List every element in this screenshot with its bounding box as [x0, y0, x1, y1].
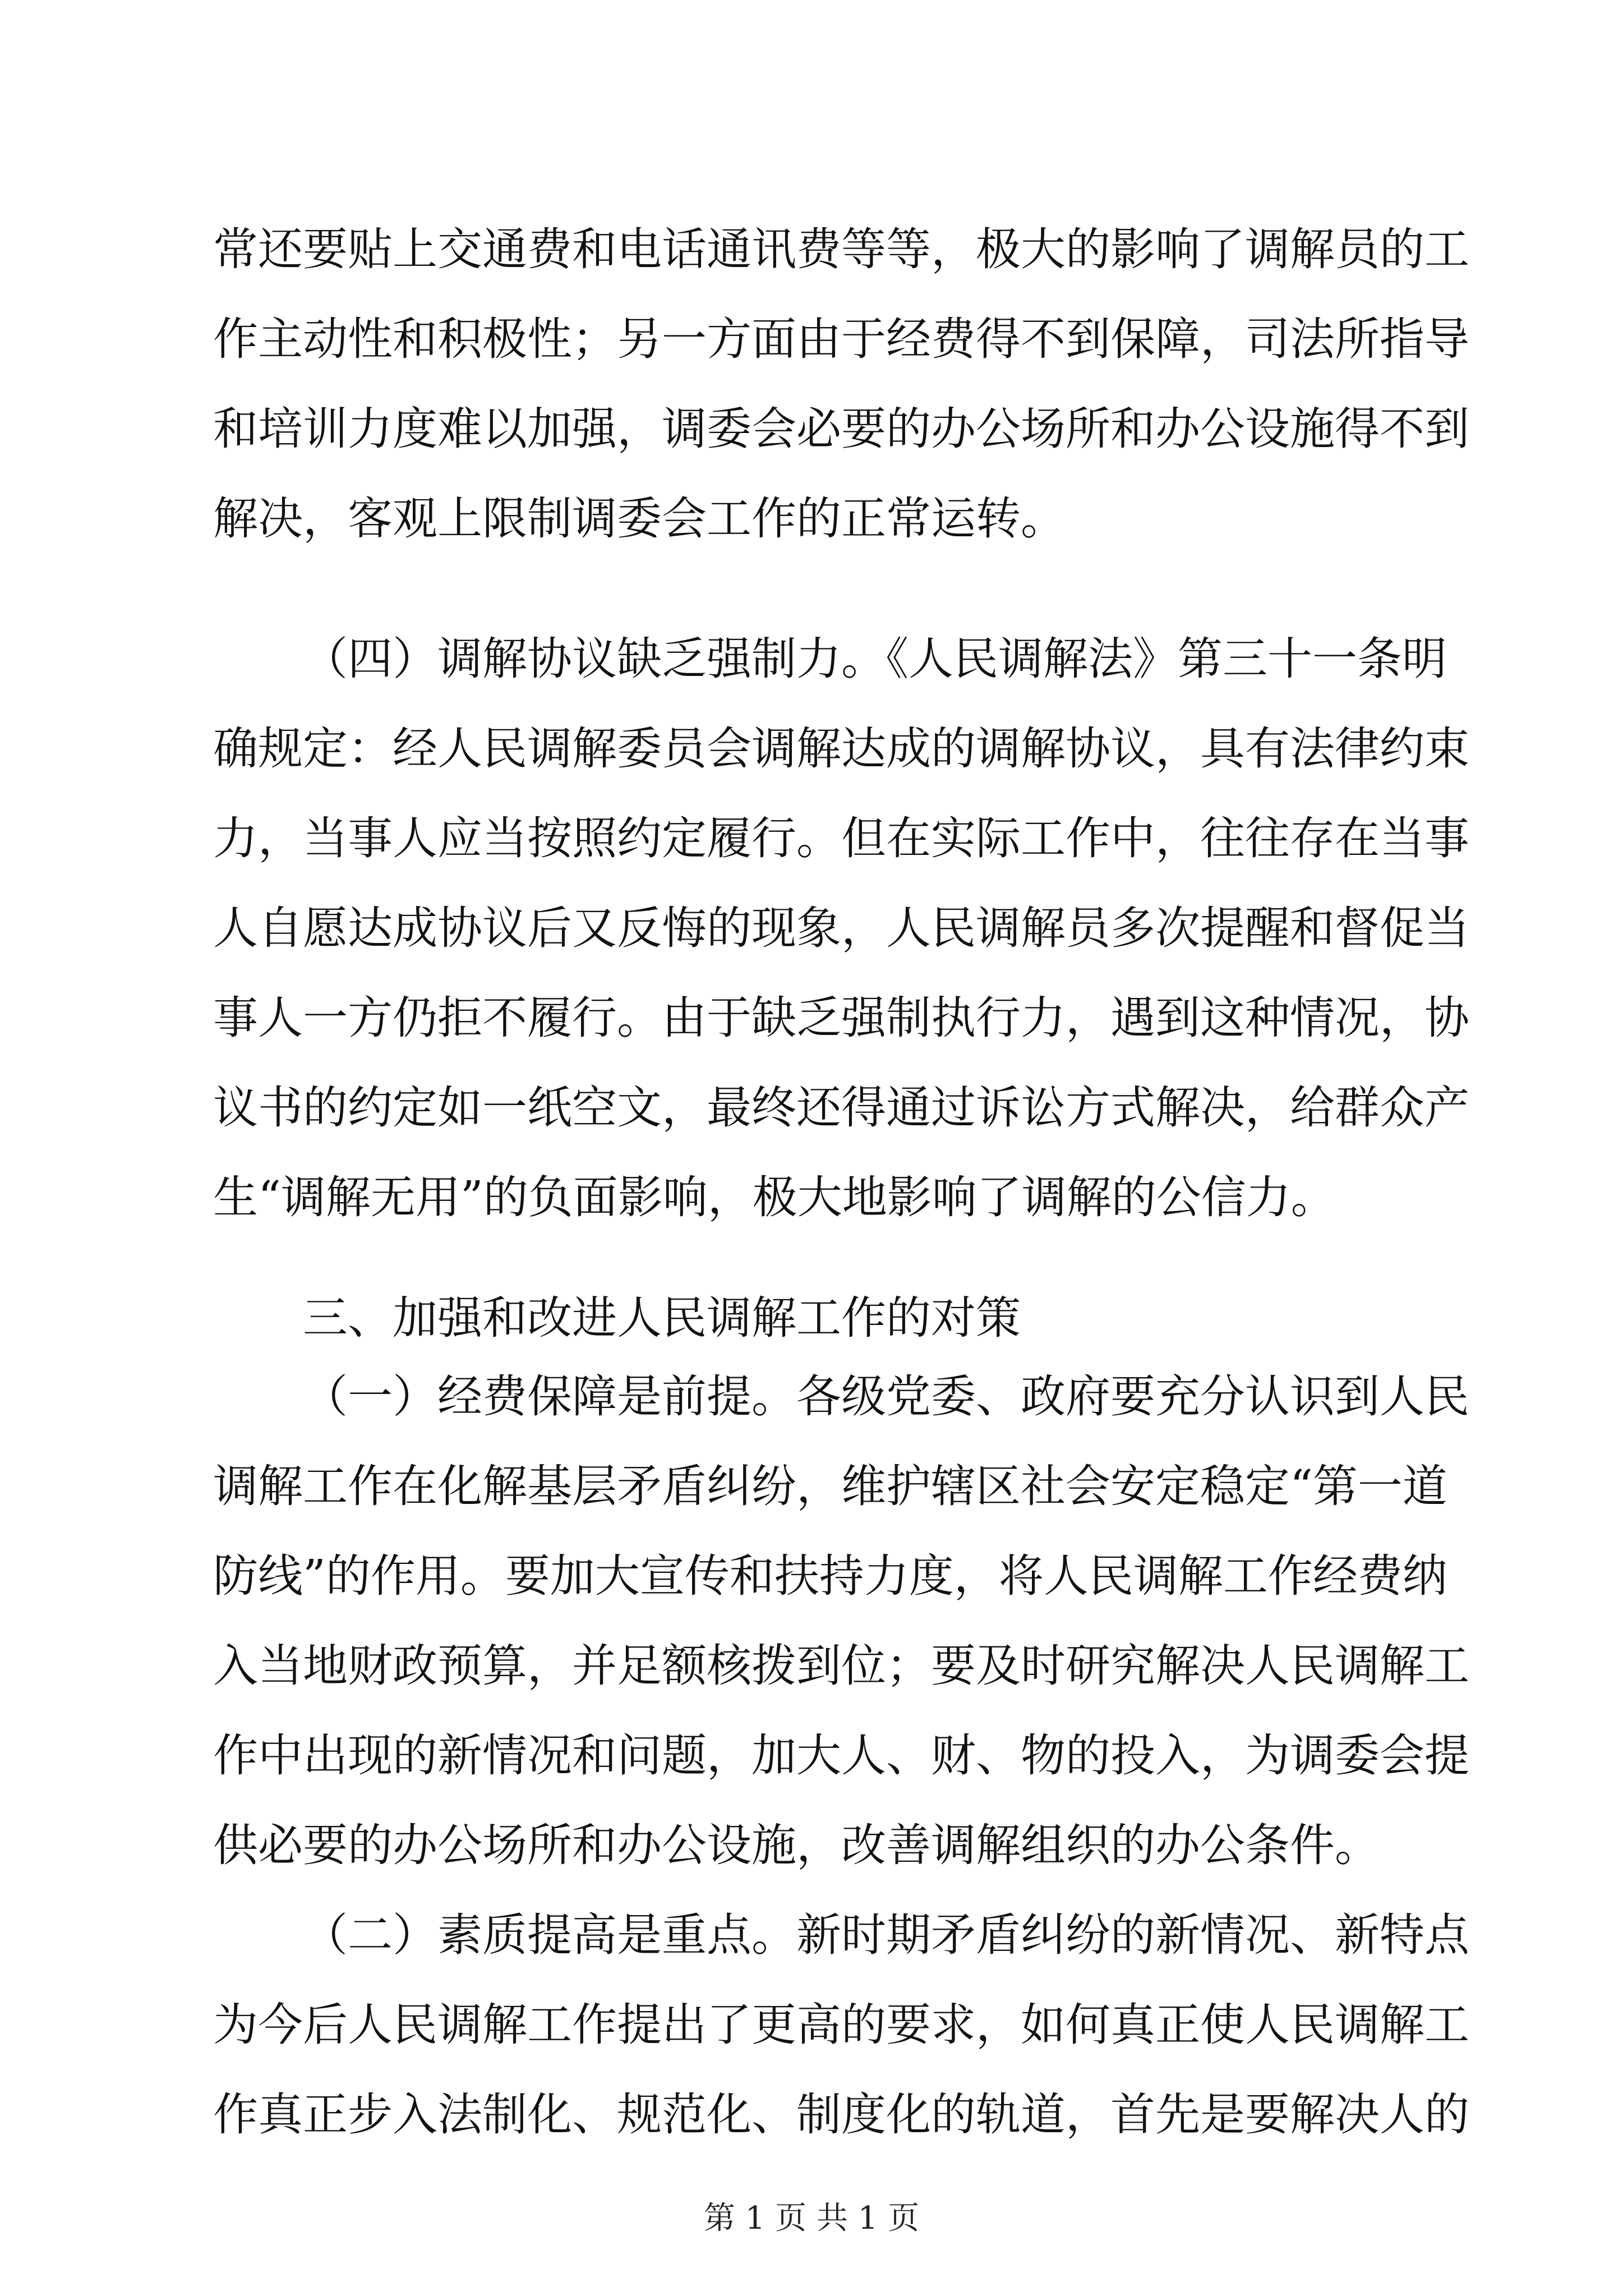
body-line: 事人一方仍拒不履行。由于缺乏强制执行力，遇到这种情况，协: [213, 992, 1469, 1044]
body-line: 作真正步入法制化、规范化、制度化的轨道，首先是要解决人的: [213, 2088, 1469, 2141]
body-line: 和培训力度难以加强，调委会必要的办公场所和办公设施得不到: [213, 403, 1469, 455]
body-line: 调解工作在化解基层矛盾纠纷，维护辖区社会安定稳定“第一道: [213, 1460, 1447, 1512]
body-line: 作主动性和积极性；另一方面由于经费得不到保障，司法所指导: [213, 313, 1469, 365]
body-line: 议书的约定如一纸空文，最终还得通过诉讼方式解决，给群众产: [213, 1082, 1469, 1134]
paragraph-first-line: （四）调解协议缺乏强制力。《人民调解法》第三十一条明: [303, 633, 1447, 685]
body-line: 生“调解无用”的负面影响，极大地影响了调解的公信力。: [213, 1171, 1336, 1223]
body-line: 解决，客观上限制调委会工作的正常运转。: [213, 493, 1066, 545]
body-line: 人自愿达成协议后又反悔的现象，人民调解员多次提醒和督促当: [213, 902, 1469, 954]
body-line: 防线”的作用。要加大宣传和扶持力度，将人民调解工作经费纳: [213, 1550, 1447, 1602]
page-number-footer: 第 1 页 共 1 页: [703, 2200, 920, 2237]
body-line: 为今后人民调解工作提出了更高的要求，如何真正使人民调解工: [213, 1999, 1469, 2051]
body-line: 力，当事人应当按照约定履行。但在实际工作中，往往存在当事: [213, 812, 1469, 864]
body-line: 常还要贴上交通费和电话通讯费等等，极大的影响了调解员的工: [213, 223, 1469, 275]
section-heading: 三、加强和改进人民调解工作的对策: [303, 1292, 1021, 1344]
body-line: 确规定：经人民调解委员会调解达成的调解协议，具有法律约束: [213, 723, 1469, 775]
paragraph-first-line: （一）经费保障是前提。各级党委、政府要充分认识到人民: [303, 1370, 1469, 1423]
paragraph-first-line: （二）素质提高是重点。新时期矛盾纠纷的新情况、新特点: [303, 1909, 1469, 1961]
body-line: 作中出现的新情况和问题，加大人、财、物的投入，为调委会提: [213, 1729, 1469, 1782]
body-line: 供必要的办公场所和办公设施，改善调解组织的办公条件。: [213, 1819, 1380, 1871]
body-line: 入当地财政预算，并足额核拨到位；要及时研究解决人民调解工: [213, 1640, 1469, 1692]
